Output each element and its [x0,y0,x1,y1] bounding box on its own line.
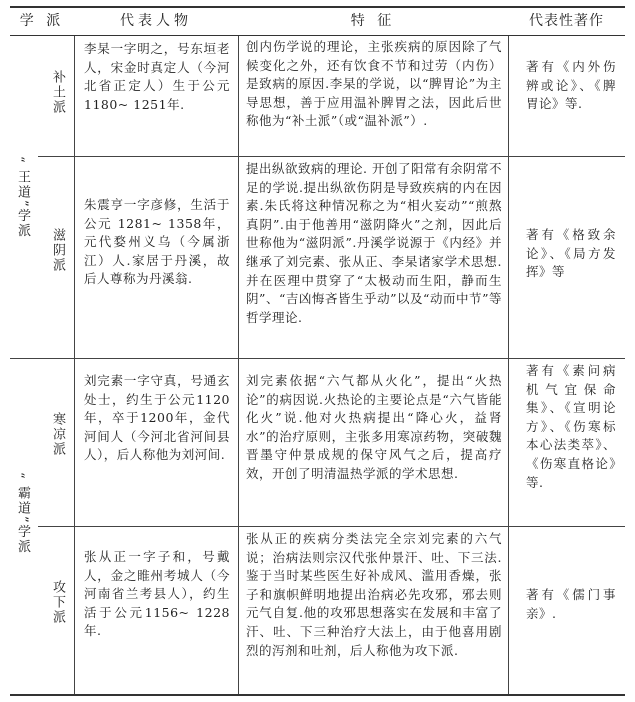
top-rule [10,6,625,8]
works-gongxia: 著有《儒门事亲》. [526,587,616,621]
header-works: 代表性著作 [529,13,604,29]
works-hanliang: 著有《素问病机气宜保命集》、《宣明论方》、《伤寒标本心法类萃》、《伤寒直格论》等. [526,363,616,490]
person-li-gao: 李杲一字明之，号东垣老人，宋金时真定人（今河北省正定人）生于公元1180~ 1251年. [84,41,230,112]
person-zhu-zhenheng: 朱震亨一字彦修，生活于公元 1281~ 1358年，元代婺州义乌（今属浙江）人.家居于丹溪，故后人尊称为丹溪翁. [84,197,230,287]
school-butu: 补土派 [50,70,65,115]
row-separator [38,156,625,157]
row-separator [38,526,625,527]
col-divider-3 [508,36,509,694]
header-school: 学 派 [19,13,65,29]
feature-ziyin: 提出纵欲致病的理论. 开创了阳常有余阴常不足的学说.提出纵欲伤阴是导致疾病的内在因素.朱氏将这种情况称之为“相火妄动”“煎熬真阴”.由于他善用“滋阴降火”之剂，因此后世称他为“滋阴派”.丹溪学说源于《内经》并继承了刘完素、张从正、李杲诸家学术思想.并在医理中贯穿了“太极动而生阳，静而生阴”、“吉凶悔吝皆生乎动”以及“动而中节”等哲学理论. [246,161,502,325]
header-representatives: 代表人物 [120,13,192,29]
feature-hanliang: 刘完素依据“六气都从火化”，提出“火热论”的病因说.火热论的主要论点是“六气皆能化火”说.他对火热病提出“降心火，益肾水”的治疗原则，主张多用寒凉药物，突破魏晋墨守仲景成规的保守风气之后，提高疗效，开创了明清温热学派的学术思想. [246,373,502,481]
person-liu-wansu: 刘完素一字守真，号通玄处士，约生于公元1120年，卒于1200年，金代河间人（今河北省河间县人），后人称他为刘河间. [84,373,230,463]
group-label-wangdao: 王道”学派 [15,170,30,239]
school-ziyin: 滋阴派 [50,228,65,273]
feature-butu: 创内伤学说的理论，主张疾病的原因除了气候变化之外，还有饮食不节和过劳（内伤）是致病的原因.李杲的学说，以“脾胃论”为主导思想，善于应用温补脾胃之法，因此后世称他为“补土派”（或“温补派”）. [246,39,502,129]
works-butu: 著有《内外伤辨或论》、《脾胃论》等. [526,59,616,112]
header-features: 特 征 [350,13,396,29]
school-hanliang: 寒凉派 [50,412,65,457]
group-quote-open: “ [11,156,26,165]
feature-gongxia: 张从正的疾病分类法完全宗刘完素的六气说；治病法则宗汉代张仲景汗、吐、下三法.鉴于当时某些医生好补成风、滥用香燥，张子和旗帜鲜明地提出治病必先攻邪，邪去则元气自复.他的攻邪思想落实在发展和丰富了汗、吐、下三种治疗大法上，由于他喜用剧烈的泻剂和吐剂，后人称他为攻下派. [246,531,502,658]
person-zhang-congzheng: 张从正一字子和，号戴人，金之睢州考城人（今河南省兰考县人），约生活于公元1156~ 1228年. [84,549,230,639]
header-rule [10,35,625,36]
group-quote-open: “ [11,472,26,481]
bottom-rule [10,694,625,696]
school-gongxia: 攻下派 [50,580,65,625]
works-ziyin: 著有《格致余论》、《局方发挥》等 [526,227,616,280]
col-divider-2 [238,36,239,694]
group-label-badao: 霸道”学派 [15,486,30,555]
row-separator [10,358,625,359]
col-divider-1 [74,36,75,694]
